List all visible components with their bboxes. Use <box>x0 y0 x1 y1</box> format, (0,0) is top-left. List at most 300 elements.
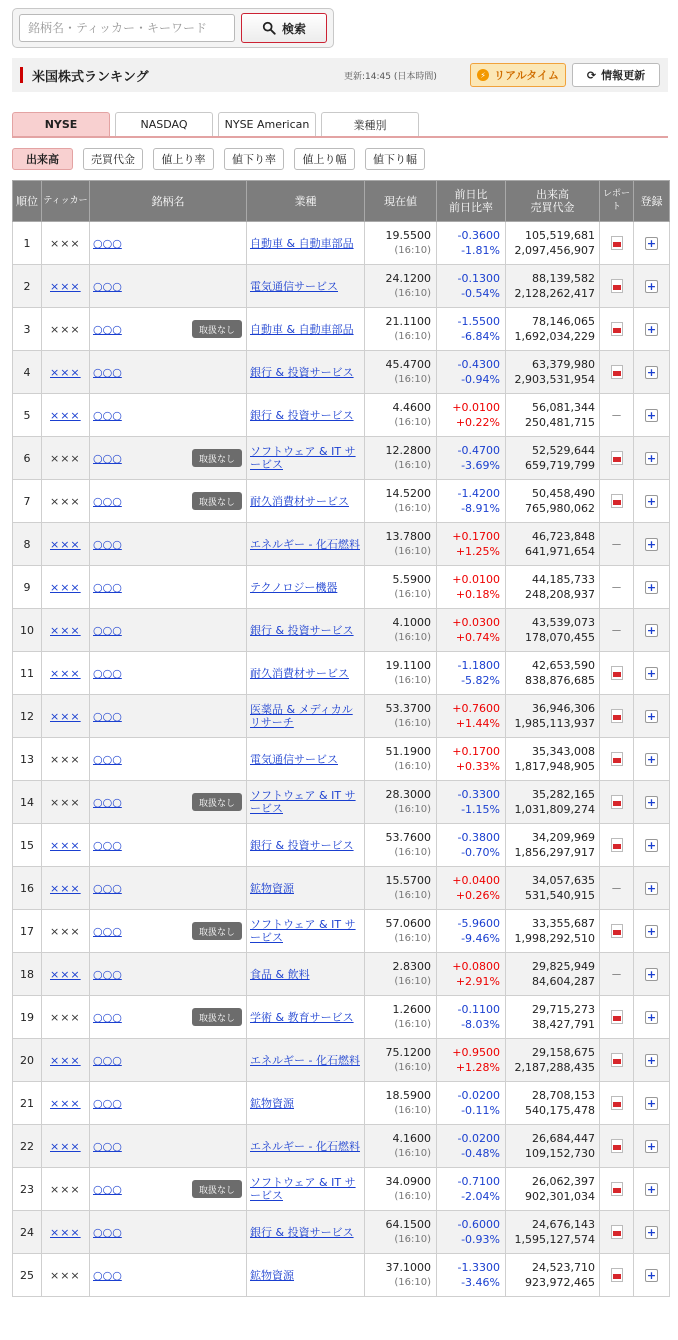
ticker-cell <box>42 351 90 394</box>
register-cell <box>634 867 670 910</box>
ticker-link[interactable]: ××× <box>50 623 81 637</box>
stock-name-link[interactable]: ○○○ <box>93 408 122 422</box>
rank-cell: 10 <box>13 609 42 652</box>
industry-link[interactable]: ソフトウェア & IT サービス <box>250 789 356 815</box>
trading-value: 1,998,292,510 <box>514 932 595 945</box>
stock-name-link[interactable]: ○○○ <box>93 795 122 809</box>
price-time: (16:10) <box>394 632 431 643</box>
price-cell <box>365 222 437 265</box>
tab-nyse-american[interactable]: NYSE American <box>218 112 316 136</box>
rank-cell: 3 <box>13 308 42 351</box>
report-cell <box>600 480 634 523</box>
table-row <box>13 437 670 480</box>
name-cell <box>90 1125 247 1168</box>
price-time: (16:10) <box>394 933 431 944</box>
add-to-watchlist-button[interactable]: + <box>646 1096 657 1110</box>
rank-cell: 12 <box>13 695 42 738</box>
industry-link[interactable]: 自動車 & 自動車部品 <box>250 236 354 250</box>
pdf-report-icon[interactable] <box>611 1139 623 1153</box>
sort-volume-button[interactable]: 出来高 <box>12 148 73 170</box>
not-handled-badge: 取扱なし <box>192 1008 242 1026</box>
ticker-link[interactable]: ××× <box>50 365 81 379</box>
sort-gain-rate-button[interactable]: 値上り率 <box>153 148 214 170</box>
stock-name-link[interactable]: ○○○ <box>93 1182 122 1196</box>
pdf-report-icon[interactable] <box>611 1182 623 1196</box>
industry-link[interactable]: 鉱物資源 <box>250 1096 294 1110</box>
add-to-watchlist-button[interactable]: + <box>646 580 657 594</box>
change-cell <box>437 480 506 523</box>
ticker-link[interactable]: ××× <box>50 580 81 594</box>
name-cell <box>90 824 247 867</box>
table-row <box>13 265 670 308</box>
industry-cell <box>247 953 365 996</box>
ticker-link[interactable]: ××× <box>50 1225 81 1239</box>
lightning-icon: ⚡ <box>477 69 489 81</box>
price-cell <box>365 1125 437 1168</box>
price-value: 53.7600 <box>385 831 431 844</box>
stock-name-link[interactable]: ○○○ <box>93 666 122 680</box>
change-cell <box>437 953 506 996</box>
rank-cell: 13 <box>13 738 42 781</box>
pdf-report-icon[interactable] <box>611 838 623 852</box>
stock-name-link[interactable]: ○○○ <box>93 365 122 379</box>
register-cell <box>634 1082 670 1125</box>
table-row <box>13 1125 670 1168</box>
price-value: 14.5200 <box>385 487 431 500</box>
ticker-link[interactable]: ××× <box>50 709 81 723</box>
industry-cell <box>247 394 365 437</box>
volume-value: 78,146,065 <box>532 315 595 328</box>
add-to-watchlist-button[interactable]: + <box>646 623 657 637</box>
register-cell <box>634 738 670 781</box>
ticker-link[interactable]: ××× <box>50 838 81 852</box>
add-to-watchlist-button[interactable]: + <box>646 1053 657 1067</box>
price-time: (16:10) <box>394 675 431 686</box>
add-to-watchlist-button[interactable]: + <box>646 322 657 336</box>
pdf-report-icon[interactable] <box>611 1010 623 1024</box>
volume-value: 46,723,848 <box>532 530 595 543</box>
change-percent: +1.44% <box>455 717 500 730</box>
volume-cell <box>506 1254 600 1297</box>
volume-value: 29,158,675 <box>532 1046 595 1059</box>
ticker-cell <box>42 910 90 953</box>
table-row <box>13 953 670 996</box>
price-time: (16:10) <box>394 847 431 858</box>
stock-name-link[interactable]: ○○○ <box>93 322 122 336</box>
refresh-button[interactable] <box>572 63 660 87</box>
add-to-watchlist-button[interactable]: + <box>646 709 657 723</box>
change-percent: -6.84% <box>461 330 500 343</box>
volume-value: 34,209,969 <box>532 831 595 844</box>
table-row <box>13 1168 670 1211</box>
price-value: 13.7800 <box>385 530 431 543</box>
add-to-watchlist-button[interactable]: + <box>646 838 657 852</box>
ticker-link[interactable]: ××× <box>50 1096 81 1110</box>
register-cell <box>634 566 670 609</box>
search-box <box>12 8 334 48</box>
add-to-watchlist-button[interactable]: + <box>646 666 657 680</box>
industry-cell <box>247 910 365 953</box>
table-row <box>13 308 670 351</box>
change-value: +0.0400 <box>452 874 500 887</box>
pdf-report-icon[interactable] <box>611 1096 623 1110</box>
stock-name-link[interactable]: ○○○ <box>93 967 122 981</box>
tab-nyse[interactable]: NYSE <box>12 112 110 136</box>
industry-cell <box>247 566 365 609</box>
stock-name-link[interactable]: ○○○ <box>93 236 122 250</box>
table-row <box>13 738 670 781</box>
pdf-report-icon[interactable] <box>611 666 623 680</box>
trading-value: 38,427,791 <box>532 1018 595 1031</box>
add-to-watchlist-button[interactable]: + <box>646 752 657 766</box>
change-percent: -2.04% <box>461 1190 500 1203</box>
stock-name-link[interactable]: ○○○ <box>93 1268 122 1282</box>
ticker-cell <box>42 781 90 824</box>
industry-link[interactable]: エネルギー - 化石燃料 <box>250 1053 360 1067</box>
volume-cell <box>506 480 600 523</box>
change-percent: +0.74% <box>455 631 500 644</box>
price-cell <box>365 1211 437 1254</box>
industry-cell <box>247 996 365 1039</box>
register-cell <box>634 910 670 953</box>
search-button[interactable] <box>241 13 327 43</box>
name-cell <box>90 781 247 824</box>
price-time: (16:10) <box>394 417 431 428</box>
stock-name-link[interactable]: ○○○ <box>93 924 122 938</box>
price-value: 28.3000 <box>385 788 431 801</box>
pdf-report-icon[interactable] <box>611 709 623 723</box>
report-cell <box>600 609 634 652</box>
pdf-report-icon[interactable] <box>611 1225 623 1239</box>
price-time: (16:10) <box>394 460 431 471</box>
trading-value: 531,540,915 <box>525 889 595 902</box>
change-percent: -1.81% <box>461 244 500 257</box>
industry-cell <box>247 351 365 394</box>
add-to-watchlist-button[interactable]: + <box>646 365 657 379</box>
ticker-cell <box>42 609 90 652</box>
name-cell <box>90 609 247 652</box>
trading-value: 1,692,034,229 <box>514 330 595 343</box>
volume-cell <box>506 1211 600 1254</box>
industry-link[interactable]: 銀行 & 投資サービス <box>250 1225 354 1239</box>
price-time: (16:10) <box>394 374 431 385</box>
industry-link[interactable]: テクノロジー機器 <box>250 580 338 594</box>
sort-gain-amount-button[interactable]: 値上り幅 <box>294 148 355 170</box>
volume-cell <box>506 1082 600 1125</box>
price-value: 37.1000 <box>385 1261 431 1274</box>
add-to-watchlist-button[interactable]: + <box>646 1182 657 1196</box>
change-value: +0.0100 <box>452 401 500 414</box>
volume-value: 35,343,008 <box>532 745 595 758</box>
ticker-cell <box>42 394 90 437</box>
price-value: 21.1100 <box>385 315 431 328</box>
not-handled-badge: 取扱なし <box>192 449 242 467</box>
change-cell <box>437 824 506 867</box>
industry-link[interactable]: 鉱物資源 <box>250 881 294 895</box>
change-cell <box>437 308 506 351</box>
table-row <box>13 1254 670 1297</box>
volume-cell <box>506 523 600 566</box>
industry-link[interactable]: 学術 & 教育サービス <box>250 1010 354 1024</box>
price-cell <box>365 1254 437 1297</box>
price-cell <box>365 523 437 566</box>
table-row <box>13 652 670 695</box>
change-percent: -3.46% <box>461 1276 500 1289</box>
update-time: 更新:14:45 (日本時間) <box>344 72 437 82</box>
rank-cell: 11 <box>13 652 42 695</box>
pdf-report-icon[interactable] <box>611 1053 623 1067</box>
search-input[interactable] <box>19 14 235 42</box>
change-cell <box>437 910 506 953</box>
volume-value: 26,684,447 <box>532 1132 595 1145</box>
stock-name-link[interactable]: ○○○ <box>93 1010 122 1024</box>
col-change: 前日比 前日比率 <box>437 181 506 222</box>
volume-cell <box>506 351 600 394</box>
register-cell <box>634 308 670 351</box>
industry-link[interactable]: ソフトウェア & IT サービス <box>250 1176 356 1202</box>
industry-link[interactable]: 電気通信サービス <box>250 279 338 293</box>
trading-value: 178,070,455 <box>525 631 595 644</box>
table-row <box>13 351 670 394</box>
add-to-watchlist-button[interactable]: + <box>646 537 657 551</box>
add-to-watchlist-button[interactable]: + <box>646 881 657 895</box>
table-row <box>13 222 670 265</box>
trading-value: 838,876,685 <box>525 674 595 687</box>
change-value: -0.7100 <box>457 1175 500 1188</box>
trading-value: 248,208,937 <box>525 588 595 601</box>
price-time: (16:10) <box>394 331 431 342</box>
register-cell <box>634 480 670 523</box>
price-time: (16:10) <box>394 890 431 901</box>
stock-name-link[interactable]: ○○○ <box>93 1053 122 1067</box>
volume-cell <box>506 695 600 738</box>
name-cell <box>90 1211 247 1254</box>
pdf-report-icon[interactable] <box>611 322 623 336</box>
ticker-cell <box>42 1039 90 1082</box>
price-value: 45.4700 <box>385 358 431 371</box>
price-cell <box>365 265 437 308</box>
ticker-link[interactable]: ××× <box>50 1139 81 1153</box>
register-cell <box>634 523 670 566</box>
ticker-link[interactable]: ××× <box>50 881 81 895</box>
stock-name-link[interactable]: ○○○ <box>93 752 122 766</box>
trading-value: 250,481,715 <box>525 416 595 429</box>
industry-link[interactable]: ソフトウェア & IT サービス <box>250 445 356 471</box>
industry-link[interactable]: 電気通信サービス <box>250 752 338 766</box>
change-value: -1.4200 <box>457 487 500 500</box>
register-cell <box>634 437 670 480</box>
pdf-report-icon[interactable] <box>611 279 623 293</box>
stock-name-link[interactable]: ○○○ <box>93 881 122 895</box>
price-cell <box>365 867 437 910</box>
industry-link[interactable]: ソフトウェア & IT サービス <box>250 918 356 944</box>
industry-link[interactable]: 耐久消費材サービス <box>250 666 349 680</box>
tab-industry[interactable]: 業種別 <box>321 112 419 136</box>
price-value: 4.4600 <box>392 401 431 414</box>
add-to-watchlist-button[interactable]: + <box>646 408 657 422</box>
page-title: 米国株式ランキング <box>32 70 149 85</box>
volume-value: 63,379,980 <box>532 358 595 371</box>
pdf-report-icon[interactable] <box>611 451 623 465</box>
price-value: 12.2800 <box>385 444 431 457</box>
ticker-text: ××× <box>50 1010 81 1024</box>
volume-cell <box>506 1125 600 1168</box>
stock-name-link[interactable]: ○○○ <box>93 1096 122 1110</box>
stock-name-link[interactable]: ○○○ <box>93 494 122 508</box>
market-tabs <box>12 112 668 138</box>
ticker-link[interactable]: ××× <box>50 408 81 422</box>
change-cell <box>437 523 506 566</box>
change-value: -0.3300 <box>457 788 500 801</box>
add-to-watchlist-button[interactable]: + <box>646 1268 657 1282</box>
no-report-mark: － <box>611 968 622 981</box>
pdf-report-icon[interactable] <box>611 752 623 766</box>
add-to-watchlist-button[interactable]: + <box>646 924 657 938</box>
trading-value: 765,980,062 <box>525 502 595 515</box>
report-cell <box>600 437 634 480</box>
volume-cell <box>506 222 600 265</box>
change-cell <box>437 1254 506 1297</box>
volume-cell <box>506 437 600 480</box>
no-report-mark: － <box>611 538 622 551</box>
stock-name-link[interactable]: ○○○ <box>93 1225 122 1239</box>
tab-nasdaq[interactable]: NASDAQ <box>115 112 213 136</box>
rank-cell: 23 <box>13 1168 42 1211</box>
industry-link[interactable]: 鉱物資源 <box>250 1268 294 1282</box>
ticker-cell <box>42 480 90 523</box>
ticker-text: ××× <box>50 924 81 938</box>
rank-cell: 24 <box>13 1211 42 1254</box>
industry-cell <box>247 1211 365 1254</box>
trading-value: 1,031,809,274 <box>514 803 595 816</box>
price-cell <box>365 652 437 695</box>
sort-loss-amount-button[interactable]: 値下り幅 <box>365 148 425 170</box>
volume-value: 56,081,344 <box>532 401 595 414</box>
volume-value: 35,282,165 <box>532 788 595 801</box>
add-to-watchlist-button[interactable]: + <box>646 1139 657 1153</box>
pdf-report-icon[interactable] <box>611 924 623 938</box>
change-percent: -0.11% <box>461 1104 500 1117</box>
add-to-watchlist-button[interactable]: + <box>646 1225 657 1239</box>
pdf-report-icon[interactable] <box>611 1268 623 1282</box>
name-cell <box>90 695 247 738</box>
stock-name-link[interactable]: ○○○ <box>93 623 122 637</box>
refresh-icon: ⟳ <box>586 68 597 82</box>
ticker-link[interactable]: ××× <box>50 967 81 981</box>
volume-value: 29,825,949 <box>532 960 595 973</box>
ticker-link[interactable]: ××× <box>50 1053 81 1067</box>
ticker-link[interactable]: ××× <box>50 666 81 680</box>
industry-link[interactable]: エネルギー - 化石燃料 <box>250 537 360 551</box>
change-percent: -9.46% <box>461 932 500 945</box>
table-row <box>13 480 670 523</box>
industry-link[interactable]: 自動車 & 自動車部品 <box>250 322 354 336</box>
price-time: (16:10) <box>394 1277 431 1288</box>
pdf-report-icon[interactable] <box>611 494 623 508</box>
change-percent: +2.91% <box>455 975 500 988</box>
ranking-table <box>12 180 670 1297</box>
add-to-watchlist-button[interactable]: + <box>646 795 657 809</box>
stock-name-link[interactable]: ○○○ <box>93 537 122 551</box>
add-to-watchlist-button[interactable]: + <box>646 451 657 465</box>
add-to-watchlist-button[interactable]: + <box>646 494 657 508</box>
change-value: -1.1800 <box>457 659 500 672</box>
industry-cell <box>247 1125 365 1168</box>
stock-name-link[interactable]: ○○○ <box>93 709 122 723</box>
stock-name-link[interactable]: ○○○ <box>93 451 122 465</box>
add-to-watchlist-button[interactable]: + <box>646 279 657 293</box>
rank-cell: 17 <box>13 910 42 953</box>
pdf-report-icon[interactable] <box>611 236 623 250</box>
add-to-watchlist-button[interactable]: + <box>646 236 657 250</box>
ticker-text: ××× <box>50 322 81 336</box>
volume-value: 28,708,153 <box>532 1089 595 1102</box>
ticker-text: ××× <box>50 1182 81 1196</box>
change-value: -0.3800 <box>457 831 500 844</box>
ticker-link[interactable]: ××× <box>50 537 81 551</box>
industry-link[interactable]: 銀行 & 投資サービス <box>250 838 354 852</box>
industry-link[interactable]: 耐久消費材サービス <box>250 494 349 508</box>
industry-link[interactable]: 医薬品 & メディカルリサーチ <box>250 703 353 729</box>
change-cell <box>437 1125 506 1168</box>
industry-link[interactable]: 銀行 & 投資サービス <box>250 623 354 637</box>
pdf-report-icon[interactable] <box>611 795 623 809</box>
table-row <box>13 523 670 566</box>
report-cell <box>600 824 634 867</box>
stock-name-link[interactable]: ○○○ <box>93 279 122 293</box>
change-percent: -8.91% <box>461 502 500 515</box>
trading-value: 84,604,287 <box>532 975 595 988</box>
search-icon <box>262 21 276 35</box>
report-cell <box>600 910 634 953</box>
trading-value: 902,301,034 <box>525 1190 595 1203</box>
col-name: 銘柄名 <box>90 181 247 222</box>
table-row <box>13 394 670 437</box>
realtime-button[interactable] <box>470 63 566 87</box>
volume-cell <box>506 308 600 351</box>
change-percent: -0.93% <box>461 1233 500 1246</box>
price-value: 2.8300 <box>392 960 431 973</box>
not-handled-badge: 取扱なし <box>192 922 242 940</box>
rank-cell: 16 <box>13 867 42 910</box>
sort-loss-rate-button[interactable]: 値下り率 <box>224 148 284 170</box>
industry-link[interactable]: 銀行 & 投資サービス <box>250 408 354 422</box>
price-time: (16:10) <box>394 1019 431 1030</box>
trading-value: 2,097,456,907 <box>514 244 595 257</box>
pdf-report-icon[interactable] <box>611 365 623 379</box>
change-cell <box>437 738 506 781</box>
industry-link[interactable]: エネルギー - 化石燃料 <box>250 1139 360 1153</box>
report-cell <box>600 566 634 609</box>
sort-trading-value-button[interactable]: 売買代金 <box>83 148 143 170</box>
register-cell <box>634 1211 670 1254</box>
table-row <box>13 1211 670 1254</box>
add-to-watchlist-button[interactable]: + <box>646 967 657 981</box>
stock-name-link[interactable]: ○○○ <box>93 1139 122 1153</box>
change-value: -0.1100 <box>457 1003 500 1016</box>
report-cell <box>600 351 634 394</box>
ticker-cell <box>42 953 90 996</box>
industry-link[interactable]: 銀行 & 投資サービス <box>250 365 354 379</box>
table-row <box>13 867 670 910</box>
add-to-watchlist-button[interactable]: + <box>646 1010 657 1024</box>
industry-link[interactable]: 食品 & 飲料 <box>250 967 310 981</box>
col-price: 現在値 <box>365 181 437 222</box>
ticker-link[interactable]: ××× <box>50 279 81 293</box>
stock-name-link[interactable]: ○○○ <box>93 838 122 852</box>
stock-name-link[interactable]: ○○○ <box>93 580 122 594</box>
price-time: (16:10) <box>394 546 431 557</box>
